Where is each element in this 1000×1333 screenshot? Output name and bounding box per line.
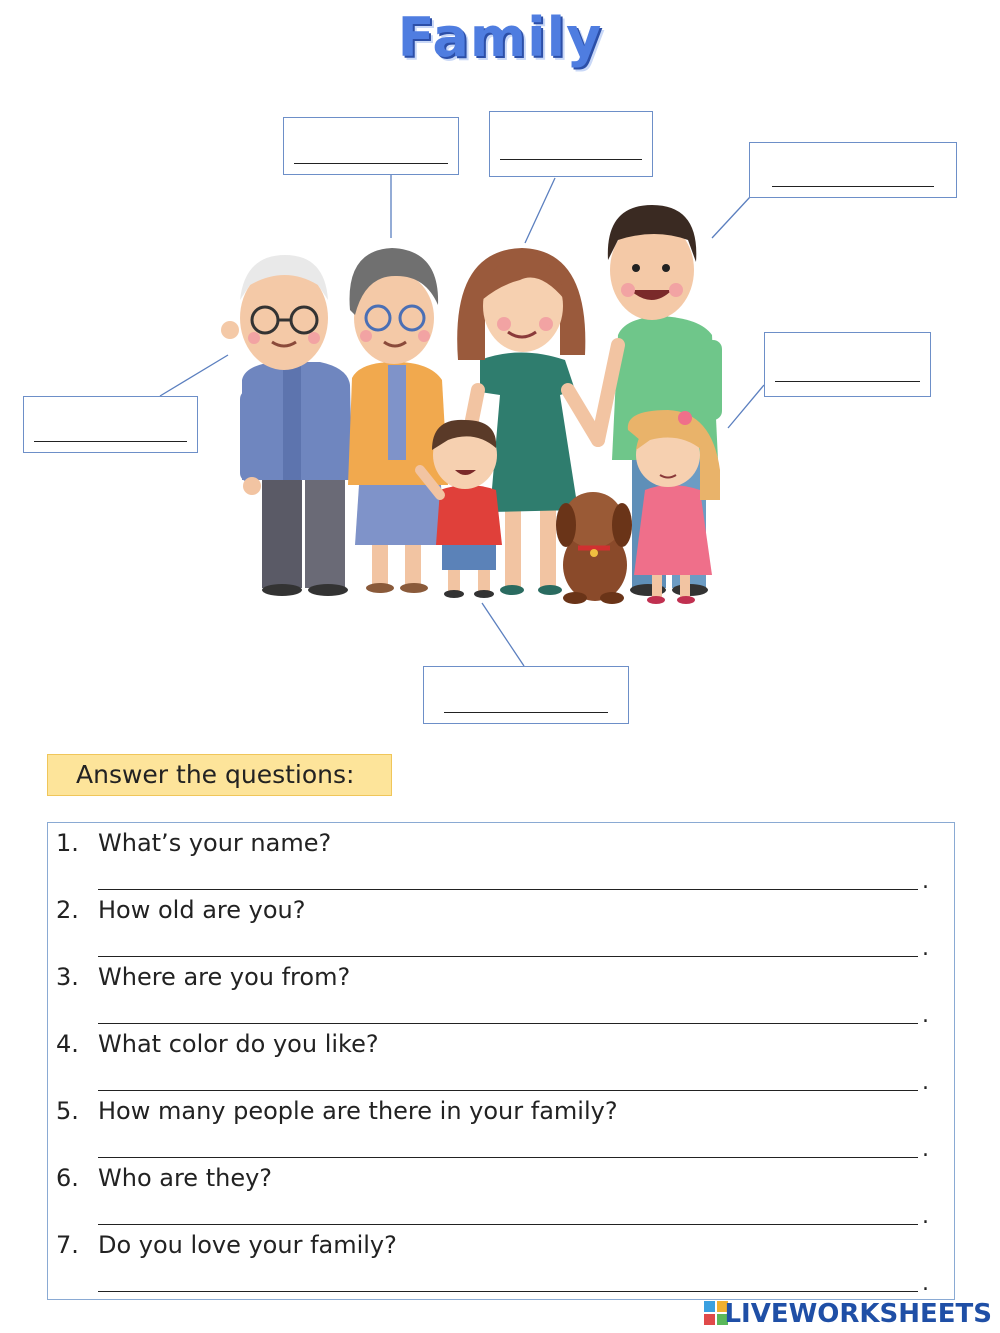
- answer-end: .: [922, 936, 929, 961]
- answer-line[interactable]: [98, 1157, 918, 1158]
- answer-end: .: [922, 1204, 929, 1229]
- question-text: Who are they?: [98, 1164, 273, 1192]
- answer-line: [294, 163, 448, 164]
- question-item: [56, 959, 936, 1026]
- grandmother-figure: [348, 248, 448, 593]
- question-text: Where are you from?: [98, 963, 351, 991]
- answer-line: [772, 186, 934, 187]
- label-box-father[interactable]: [749, 142, 957, 198]
- answer-line: [34, 441, 187, 442]
- answer-line[interactable]: [98, 1023, 918, 1024]
- question-item: [56, 825, 936, 892]
- answer-line: [500, 159, 642, 160]
- answer-end: .: [922, 1070, 929, 1095]
- answer-line[interactable]: [98, 889, 918, 890]
- question-text: Do you love your family?: [98, 1231, 397, 1259]
- answer-end: .: [922, 869, 929, 894]
- label-box-girl[interactable]: [764, 332, 931, 397]
- question-number: 7.: [56, 1231, 79, 1259]
- answer-end: .: [922, 1137, 929, 1162]
- brand-name[interactable]: LIVEWORKSHEETS: [724, 1299, 992, 1329]
- question-number: 4.: [56, 1030, 79, 1058]
- question-item: [56, 1026, 936, 1093]
- answer-line: [775, 381, 920, 382]
- question-text: What’s your name?: [98, 829, 332, 857]
- question-item: [56, 1227, 936, 1294]
- question-number: 5.: [56, 1097, 79, 1125]
- label-box-grandfather[interactable]: [23, 396, 198, 453]
- question-text: How old are you?: [98, 896, 306, 924]
- question-text: How many people are there in your family?: [98, 1097, 618, 1125]
- label-box-mother[interactable]: [489, 111, 653, 177]
- answer-end: .: [922, 1003, 929, 1028]
- dog-figure: [556, 492, 632, 604]
- question-item: [56, 1093, 936, 1160]
- answer-end: .: [922, 1271, 929, 1296]
- answer-line[interactable]: [98, 1291, 918, 1292]
- question-number: 6.: [56, 1164, 79, 1192]
- label-box-boy[interactable]: [423, 666, 629, 724]
- question-number: 2.: [56, 896, 79, 924]
- answer-line[interactable]: [98, 1224, 918, 1225]
- question-number: 1.: [56, 829, 79, 857]
- question-number: 3.: [56, 963, 79, 991]
- answer-line[interactable]: [98, 956, 918, 957]
- questions-panel: [47, 822, 955, 1300]
- answer-line: [444, 712, 608, 713]
- label-box-grandmother[interactable]: [283, 117, 459, 175]
- question-item: [56, 1160, 936, 1227]
- question-item: [56, 892, 936, 959]
- grandfather-figure: [221, 255, 352, 596]
- question-text: What color do you like?: [98, 1030, 379, 1058]
- answer-line[interactable]: [98, 1090, 918, 1091]
- questions-header: Answer the questions:: [47, 754, 392, 796]
- page-title: Family: [397, 6, 603, 69]
